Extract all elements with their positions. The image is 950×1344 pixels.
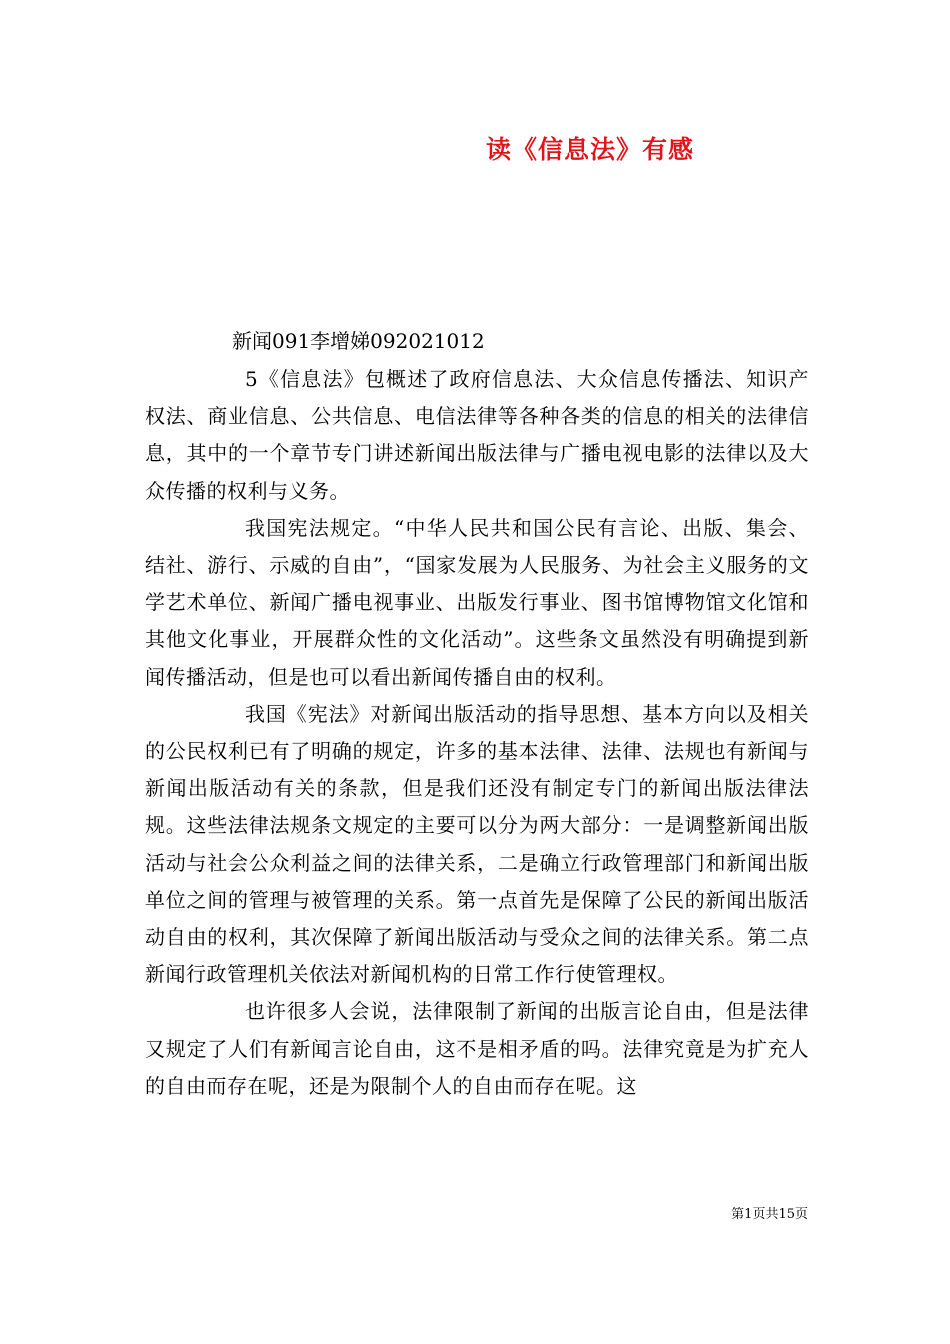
paragraph: 5《信息法》包概述了政府信息法、大众信息传播法、知识产权法、商业信息、公共信息、电信法律等各种各类的信息的相关的法律信息，其中的一个章节专门讲述新闻出版法律与广播电视电影的法律以及大众传播的权利与义务。	[145, 367, 809, 503]
page-number-footer: 第1页共15页	[731, 1207, 808, 1222]
document-title: 读《信息法》有感	[485, 135, 694, 164]
document-body	[145, 361, 809, 1105]
paragraph: 也许很多人会说，法律限制了新闻的出版言论自由，但是法律又规定了人们有新闻言论自由，这不是相矛盾的吗。法律究竟是为扩充人的自由而存在呢，还是为限制个人的自由而存在呢。这	[145, 999, 809, 1098]
author-line: 新闻091李增娣092021012	[232, 329, 485, 353]
paragraph: 我国《宪法》对新闻出版活动的指导思想、基本方向以及相关的公民权利已有了明确的规定，许多的基本法律、法律、法规也有新闻与新闻出版活动有关的条款，但是我们还没有制定专门的新闻出版法律法规。这些法律法规条文规定的主要可以分为两大部分：一是调整新闻出版活动与社会公众利益之间的法律关系，二是确立行政管理部门和新闻出版单位之间的管理与被管理的关系。第一点首先是保障了公民的新闻出版活动自由的权利，其次保障了新闻出版活动与受众之间的法律关系。第二点新闻行政管理机关依法对新闻机构的日常工作行使管理权。	[145, 701, 809, 987]
paragraph: 我国宪法规定。“中华人民共和国公民有言论、出版、集会、结社、游行、示威的自由”，“国家发展为人民服务、为社会主义服务的文学艺术单位、新闻广播电视事业、出版发行事业、图书馆博物馆文化馆和其他文化事业，开展群众性的文化活动”。这些条文虽然没有明确提到新闻传播活动，但是也可以看出新闻传播自由的权利。	[145, 515, 809, 689]
